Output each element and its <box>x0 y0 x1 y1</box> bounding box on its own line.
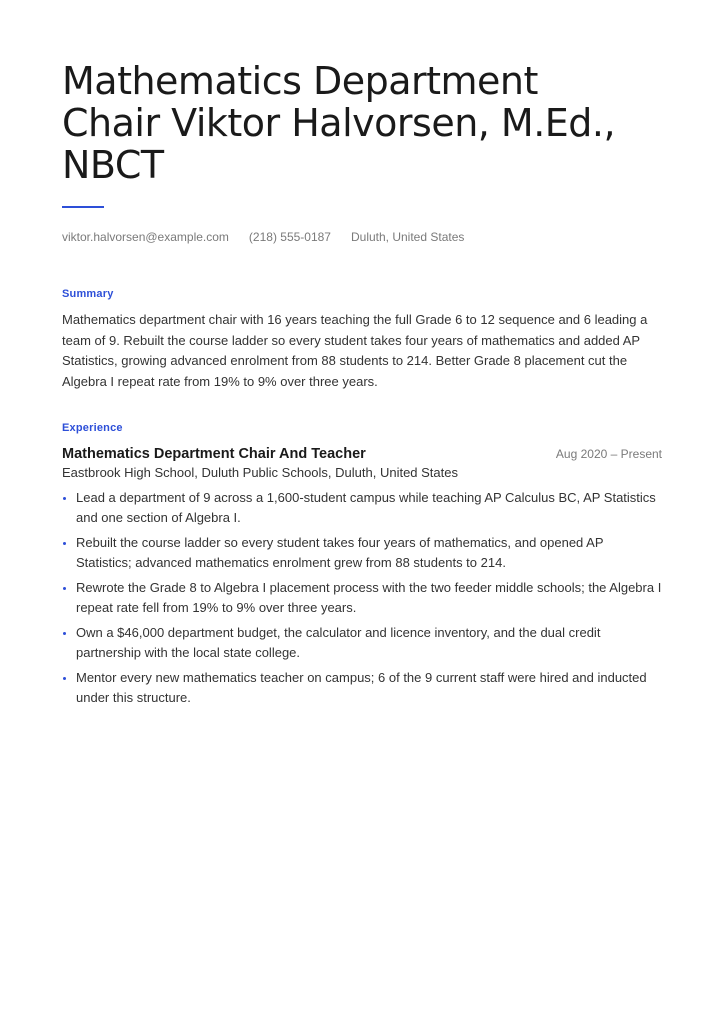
job-dates: Aug 2020 – Present <box>555 447 662 461</box>
contact-line <box>62 230 662 244</box>
contact-location: Duluth, United States <box>350 230 465 244</box>
contact-email[interactable]: viktor.halvorsen@example.com <box>62 230 229 244</box>
job-bullet <box>62 578 662 618</box>
contact-phone[interactable]: (218) 555-0187 <box>248 230 331 244</box>
job-bullet <box>62 623 662 663</box>
job-bullet-text: Rewrote the Grade 8 to Algebra I placement process with the two feeder middle schools; the Algebra I repeat rate fell from 19% to 9% over three years. <box>76 580 662 615</box>
job-bullet <box>62 488 662 528</box>
job-bullet-text: Lead a department of 9 across a 1,600-student campus while teaching AP Calculus BC, AP Statistics and one section of Algebra I. <box>76 490 656 525</box>
job-bullet-text: Own a $46,000 department budget, the calculator and licence inventory, and the dual credit partnership with the local state college. <box>76 625 601 660</box>
bullet-dot-icon <box>63 677 66 680</box>
job-header <box>62 446 662 462</box>
experience-heading: Experience <box>62 422 123 434</box>
resume-name-title: Mathematics Department Chair Viktor Halvorsen, M.Ed., NBCT <box>62 59 616 187</box>
bullet-dot-icon <box>63 497 66 500</box>
summary-heading: Summary <box>62 288 114 300</box>
job-bullet-text: Rebuilt the course ladder so every student takes four years of mathematics, and opened AP Statistics; advanced mathematics enrolment grew from 88 students to 214. <box>76 535 604 570</box>
job-bullets <box>62 488 662 708</box>
summary-text: Mathematics department chair with 16 years teaching the full Grade 6 to 12 sequence and 6 leading a team of 9. Rebuilt the course ladder so every student takes four years of mathematics and added AP Statistics, growing advanced enrolment from 88 students to 214. Better Grade 8 placement cut the Algebra I repeat rate from 19% to 9% over three years. <box>62 312 648 389</box>
job-entry <box>62 446 662 708</box>
job-title: Mathematics Department Chair And Teacher <box>62 446 366 462</box>
job-bullet-text: Mentor every new mathematics teacher on campus; 6 of the 9 current staff were hired and inducted under this structure. <box>76 670 647 705</box>
bullet-dot-icon <box>63 542 66 545</box>
job-bullet <box>62 533 662 573</box>
job-organization: Eastbrook High School, Duluth Public Schools, Duluth, United States <box>62 465 458 480</box>
bullet-dot-icon <box>63 587 66 590</box>
accent-divider <box>62 206 104 208</box>
job-bullet <box>62 668 662 708</box>
bullet-dot-icon <box>63 632 66 635</box>
